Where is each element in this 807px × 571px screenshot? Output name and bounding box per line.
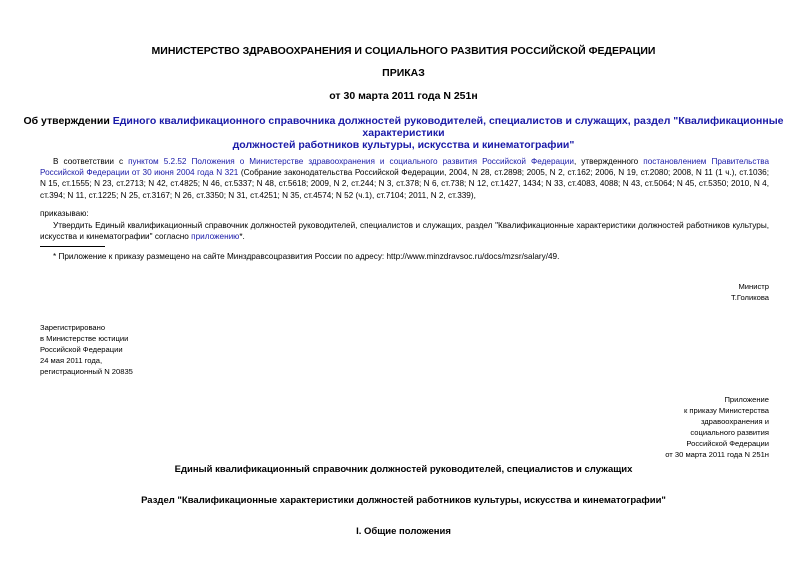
part-title: I. Общие положения: [356, 526, 451, 537]
footnote: * Приложение к приказу размещено на сайте Минздравсоцразвития России по адресу: http://www.minzdravsoc.ru/docs/mzsr/salary/49.: [53, 252, 560, 261]
appendix-link[interactable]: приложению: [191, 232, 240, 242]
registration-line: в Министерстве юстиции: [40, 334, 129, 343]
signature-name: Т.Голикова: [730, 293, 769, 302]
registration-line: Российской Федерации: [40, 345, 123, 354]
order-title: [0, 115, 807, 151]
regulation-link[interactable]: пунктом 5.2.52 Положения о Министерстве здравоохранения и социального развития Российской Федерации: [128, 157, 574, 166]
order-date-number: от 30 марта 2011 года N 251н: [329, 90, 478, 102]
doc-type-heading: ПРИКАЗ: [382, 67, 425, 79]
footnote-divider: [40, 246, 105, 247]
appendix-line: здравоохранения и: [700, 417, 769, 426]
title-prefix: Об утверждении: [23, 115, 113, 127]
appendix-line: социального развития: [690, 428, 769, 437]
approve-paragraph: [40, 220, 769, 242]
preamble-text-3: (Собрание законодательства Российской Федерации, 2004, N 28, ст.2898; 2005, N 2, ст.162; 2006, N 19, ст.2080; 2008, N 11 (1 ч.), ст.1036; N 15, ст.1555; N 23, ст.2713; N 42, ст.4825; N 46, ст.5337; N 48, ст.5618; 2009, N 2, ст.244; N 3, ст.378; N 6, ст.738; N 12, ст.1427, 1434; N 33, ст.4083, 4088; N 43, ст.5064; N 45, ст.5350; 2010, N 4, ст.394; N 11, ст.1225; N 25, ст.3167; N 26, ст.3350; N 31, ст.4251; N 35, ст.4574; N 52 (ч.1), ст.7104; 2011, N 2, ст.339),: [40, 168, 769, 200]
order-word: приказываю:: [40, 209, 89, 218]
government-decree-link[interactable]: постановлением Правительства Российской Федерации от 30 июня 2004 года N 321: [40, 157, 770, 178]
preamble-text-2: , утвержденного: [573, 157, 644, 166]
section-title: Раздел "Квалификационные характеристики должностей работников культуры, искусства и кинематографии": [141, 495, 666, 506]
title-link-line2[interactable]: должностей работников культуры, искусства и кинематографии": [232, 139, 575, 151]
registration-line: Зарегистрировано: [40, 323, 106, 332]
approve-tail: *.: [239, 232, 245, 242]
ministry-heading: МИНИСТЕРСТВО ЗДРАВООХРАНЕНИЯ И СОЦИАЛЬНОГО РАЗВИТИЯ РОССИЙСКОЙ ФЕДЕРАЦИИ: [151, 45, 656, 57]
appendix-block: [665, 394, 769, 460]
approve-text: Утвердить Единый квалификационный справочник должностей руководителей, специалистов и служащих, раздел "Квалификационные характеристики должностей работников культуры, искусства и кинематографии" согласно: [40, 221, 769, 242]
signature-role: Министр: [738, 282, 769, 291]
preamble-text-1: В соответствии с: [53, 157, 129, 166]
registration-line: регистрационный N 20835: [40, 367, 133, 376]
appendix-line: к приказу Министерства: [683, 406, 769, 415]
preamble-paragraph: [40, 156, 769, 201]
title-link[interactable]: Единого квалификационного справочника должностей руководителей, специалистов и служащих, раздел "Квалификационные характеристики: [112, 115, 784, 139]
registration-block: [40, 322, 133, 377]
directory-title: Единый квалификационный справочник должностей руководителей, специалистов и служащих: [174, 464, 633, 475]
registration-line: 24 мая 2011 года,: [40, 356, 103, 365]
appendix-line: Приложение: [724, 395, 769, 404]
appendix-line: от 30 марта 2011 года N 251н: [665, 450, 769, 459]
appendix-line: Российской Федерации: [686, 439, 769, 448]
